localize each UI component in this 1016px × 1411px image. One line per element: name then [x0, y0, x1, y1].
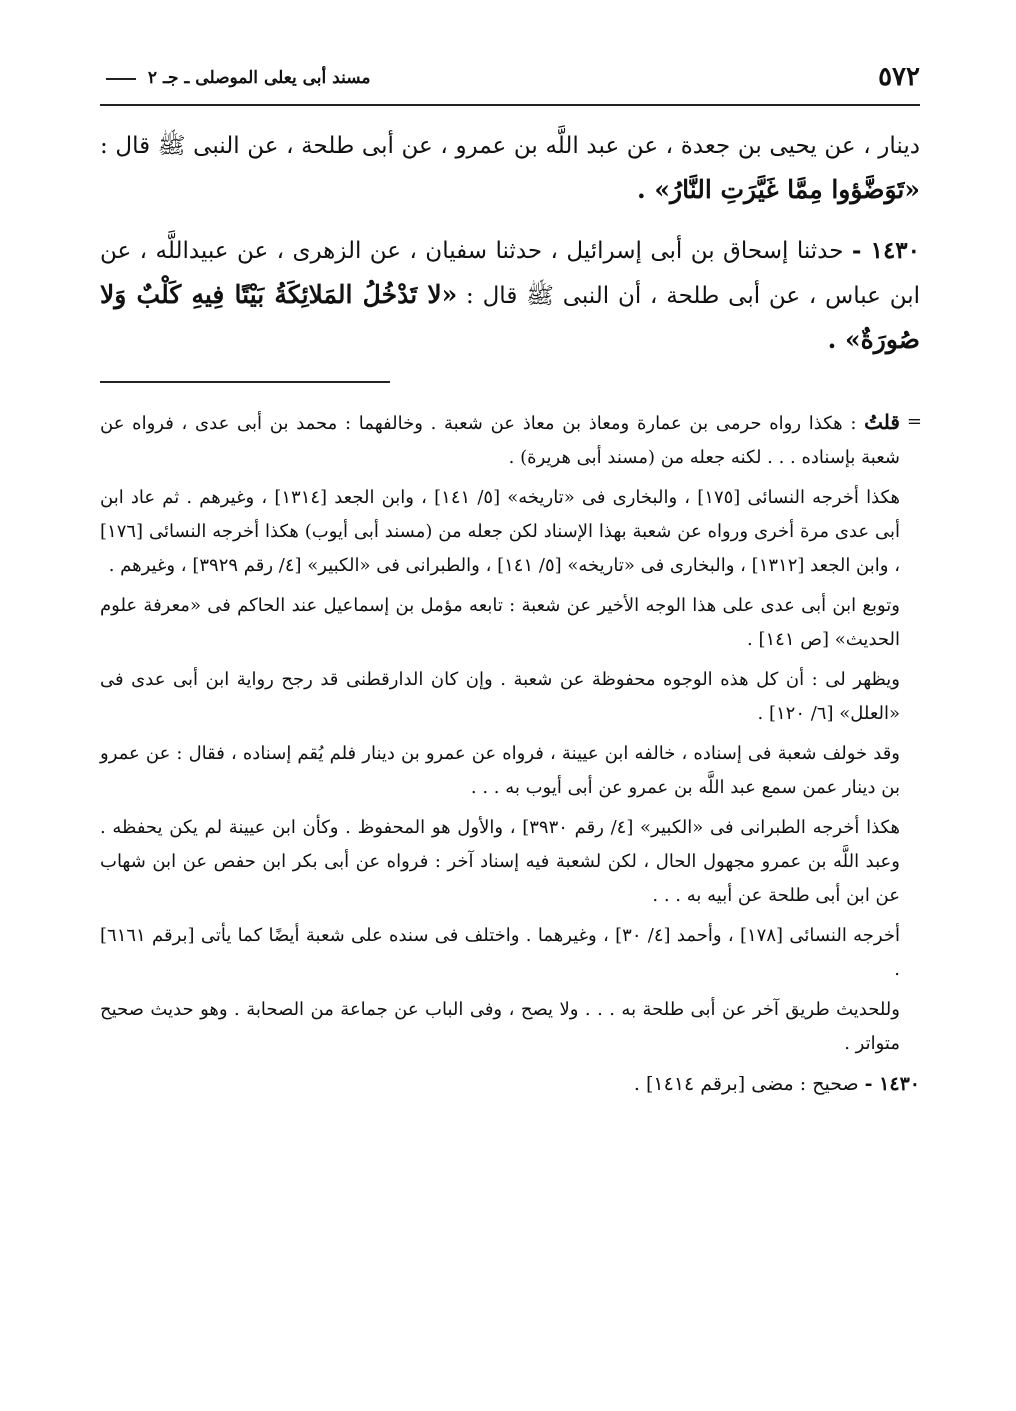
- footnote-paragraph-7: أخرجه النسائى [١٧٨] ، وأحمد [٤/ ٣٠] ، وغيرهما . واختلف فى سنده على شعبة أيضًا كما يأتى [برقم ٦١٦١] .: [100, 925, 900, 980]
- footnote-paragraph-8: وللحديث طريق آخر عن أبى طلحة به . . . ولا يصح ، وفى الباب عن جماعة من الصحابة . وهو حديث صحيح متواتر .: [100, 999, 900, 1054]
- qultu-lead: قلتُ: [864, 410, 900, 434]
- grading-note: [100, 1067, 920, 1101]
- footnote-paragraph-6: هكذا أخرجه الطبرانى فى «الكبير» [٤/ رقم ٣٩٣٠] ، والأول هو المحفوظ . وكأن ابن عيينة لم يكن يحفظه . وعبد اللَّه بن عمرو مجهول الحال ، لكن لشعبة فيه إسناد آخر : فرواه عن أبى بكر ابن حفص عن ابن شهاب عن ابن أبى طلحة عن أبيه به . . .: [100, 817, 900, 906]
- footnote-separator: [100, 381, 390, 383]
- paragraph-1-text: دينار ، عن يحيى بن جعدة ، عن عبد اللَّه بن عمرو ، عن أبى طلحة ، عن النبى ﷺ قال :: [100, 133, 920, 159]
- main-text: [100, 124, 920, 363]
- page-number: ٥٧٢: [878, 62, 920, 92]
- book-page: [100, 60, 920, 1107]
- footnote-paragraph-5: وقد خولف شعبة فى إسناده ، خالفه ابن عيينة ، فرواه عن عمرو بن دينار فلم يُقم إسناده ، فقال : عن عمرو بن دينار عمن سمع عبد اللَّه بن عمرو عن أبى أيوب به . . .: [100, 743, 900, 798]
- footnote-paragraph-2: هكذا أخرجه النسائى [١٧٥] ، والبخارى فى «تاريخه» [٥/ ١٤١] ، وابن الجعد [١٣١٤] ، وغيرهم . ثم عاد ابن أبى عدى مرة أخرى ورواه عن شعبة بهذا الإسناد لكن جعله من (مسند أبى أيوب) هكذا أخرجه النسائى [١٧٦] ، وابن الجعد [١٣١٢] ، والبخارى فى «تاريخه» [٥/ ١٤١] ، والطبرانى فى «الكبير» [٤/ رقم ٣٩٢٩] ، وغيرهم .: [100, 487, 900, 576]
- continuation-marker: =: [906, 411, 922, 432]
- paragraph-2-text: حدثنا إسحاق بن أبى إسرائيل ، حدثنا سفيان ، عن الزهرى ، عن عبيداللَّه ، عن ابن عباس ، عن أبى طلحة ، أن النبى ﷺ قال :: [100, 238, 921, 309]
- hadith-text-1: «تَوَضَّؤوا مِمَّا غَيَّرَتِ النَّارُ» .: [636, 175, 920, 204]
- footnote-paragraph-4: ويظهر لى : أن كل هذه الوجوه محفوظة عن شعبة . وإن كان الدارقطنى قد رجح رواية ابن أبى عدى فى «العلل» [٦/ ١٢٠] .: [100, 669, 900, 724]
- running-header: [100, 60, 920, 106]
- title-dash: [106, 78, 136, 80]
- footnote-paragraph-1: [100, 405, 920, 475]
- paragraph-2: [100, 229, 920, 363]
- footnote-paragraph-3: وتوبع ابن أبى عدى على هذا الوجه الأخير عن شعبة : تابعه مؤمل بن إسماعيل عند الحاكم فى «معرفة علوم الحديث» [ص ١٤١] .: [100, 595, 900, 650]
- hadith-number-1430: ١٤٣٠ -: [851, 237, 921, 264]
- footnotes: [100, 405, 920, 1101]
- grading-note-text: صحيح : مضى [برقم ١٤١٤] .: [633, 1073, 859, 1095]
- running-title-text: مسند أبى يعلى الموصلى ـ جـ ٢: [147, 68, 371, 88]
- paragraph-1: [100, 124, 920, 213]
- grading-note-number: ١٤٣٠ -: [864, 1073, 920, 1095]
- running-title: [100, 68, 370, 88]
- footnote-paragraph-1-text: : هكذا رواه حرمى بن عمارة ومعاذ بن معاذ عن شعبة . وخالفهما : محمد بن أبى عدى ، فرواه عن شعبة بإسناده . . . لكنه جعله من (مسند أبى هريرة) .: [100, 413, 900, 468]
- hadith-text-2: «لا تَدْخُلُ المَلائِكَةُ بَيْتًا فِيهِ كَلْبٌ وَلا صُورَةٌ» .: [100, 280, 920, 354]
